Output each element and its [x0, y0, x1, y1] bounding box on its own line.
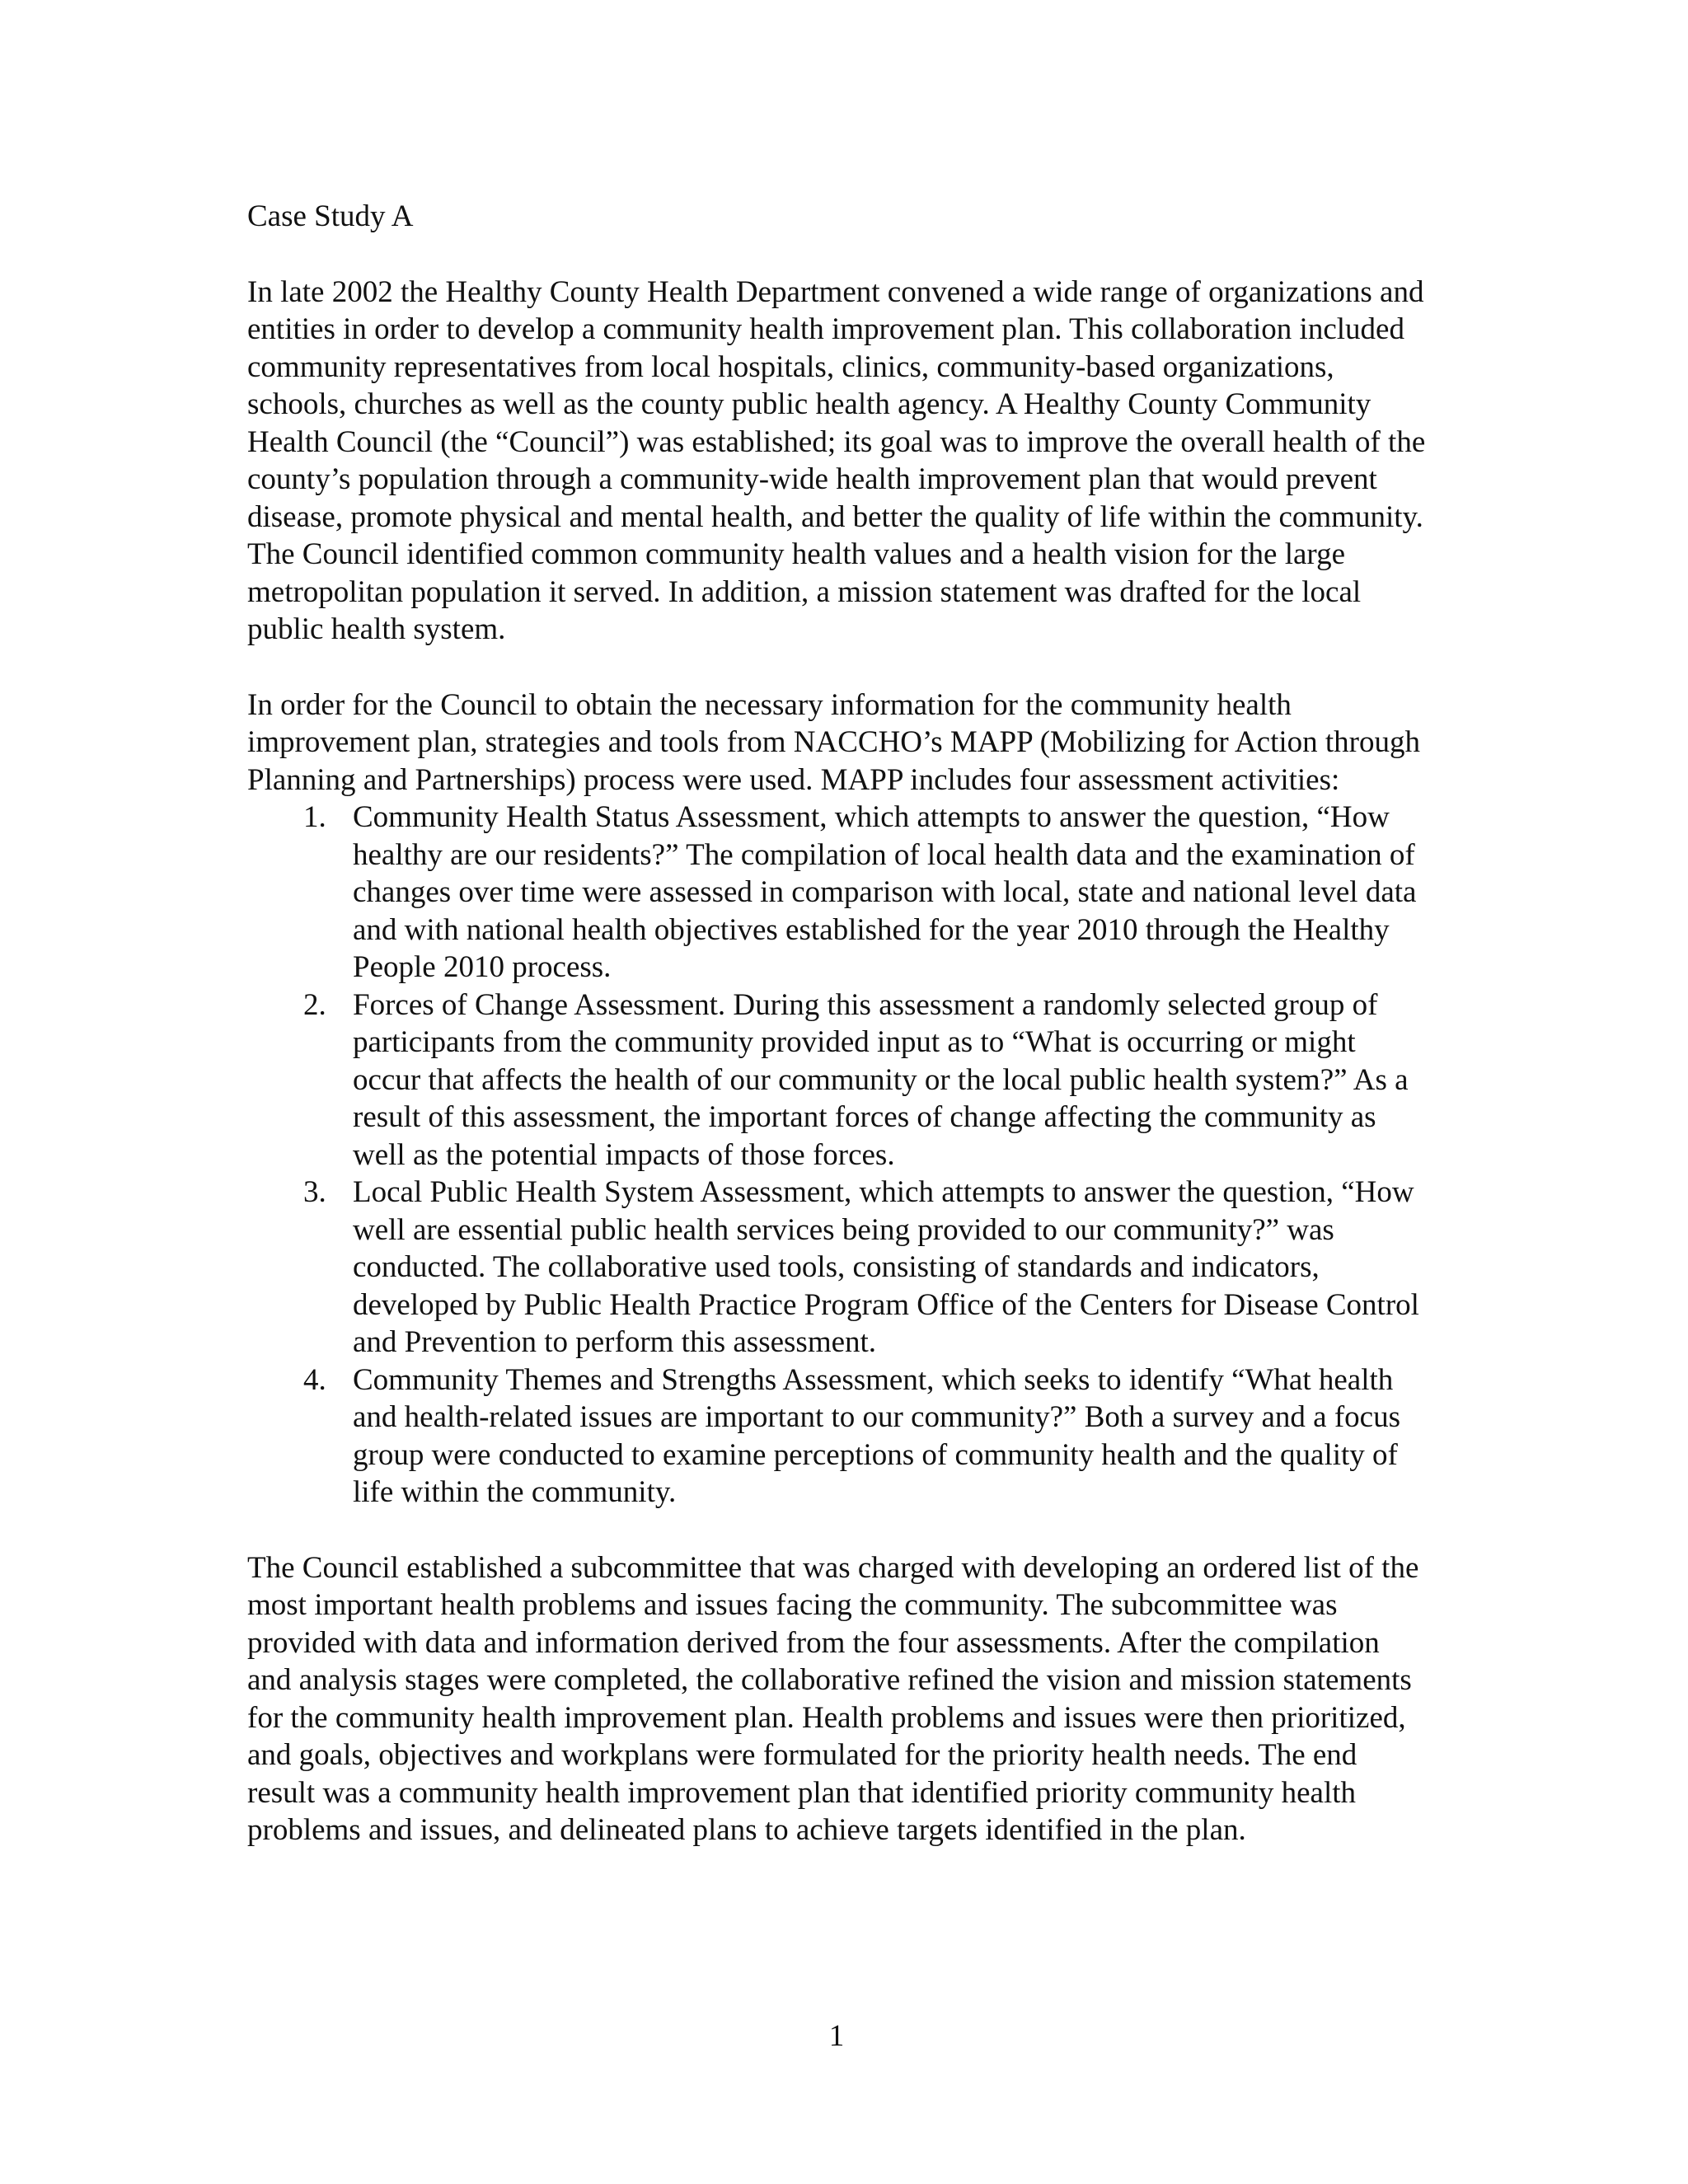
- page-number: 1: [828, 2019, 845, 2053]
- paragraph-subcommittee: The Council established a subcommittee that was charged with developing an ordered list of the most important health problems and issues facing the community. The subcommittee was provided with data and information derived from the four assessments. After the compilation and analysis stages were completed, the collaborative refined the vision and mission statements for the community health improvement plan. Health problems and issues were then prioritized, and goals, objectives and workplans were formulated for the priority health needs. The end result was a community health improvement plan that identified priority community health problems and issues, and delineated plans to achieve targets identified in the plan.: [247, 1550, 1419, 1847]
- paragraph-intro: In late 2002 the Healthy County Health Department convened a wide range of organizations and entities in order to develop a community health improvement plan. This collaboration included community representatives from local hospitals, clinics, community-based organizations, schools, churches as well as the county public health agency. A Healthy County Community Health Council (the “Council”) was established; its goal was to improve the overall health of the county’s population through a community-wide health improvement plan that would prevent disease, promote physical and mental health, and better the quality of life within the community. The Council identified common community health values and a health vision for the large metropolitan population it served. In addition, a mission statement was drafted for the local public health system.: [247, 274, 1426, 646]
- list-item: [247, 1174, 1426, 1361]
- list-item-text: Community Health Status Assessment, which attempts to answer the question, “How healthy are our residents?” The compilation of local health data and the examination of changes over time were assessed in comparison with local, state and national level data and with national health objectives established for the year 2010 through the Healthy People 2010 process.: [353, 800, 1417, 984]
- document-title: Case Study A: [247, 199, 414, 233]
- list-item-text: Community Themes and Strengths Assessment, which seeks to identify “What health and health-related issues are important to our community?” Both a survey and a focus group were conducted to examine perceptions of community health and the quality of life within the community.: [353, 1362, 1400, 1509]
- document-body: [247, 198, 1426, 1887]
- list-item-text: Local Public Health System Assessment, which attempts to answer the question, “How well are essential public health services being provided to our community?” was conducted. The collaborative used tools, consisting of standards and indicators, developed by Public Health Practice Program Office of the Centers for Disease Control and Prevention to perform this assessment.: [353, 1175, 1419, 1359]
- list-item-text: Forces of Change Assessment. During this assessment a randomly selected group of participants from the community provided input as to “What is occurring or might occur that affects the health of our community or the local public health system?” As a result of this assessment, the important forces of change affecting the community as well as the potential impacts of those forces.: [353, 987, 1409, 1172]
- paragraph-mapp: In order for the Council to obtain the necessary information for the community health improvement plan, strategies and tools from NACCHO’s MAPP (Mobilizing for Action through Planning and Partnerships) process were used. MAPP includes four assessment activities:: [247, 687, 1421, 797]
- list-item: [247, 1361, 1426, 1511]
- list-item-number: 1.: [303, 800, 326, 834]
- list-item: [247, 987, 1426, 1174]
- list-item: [247, 799, 1426, 987]
- list-item-number: 4.: [303, 1362, 326, 1397]
- assessment-list: [247, 799, 1426, 1511]
- list-item-number: 2.: [303, 987, 326, 1022]
- list-item-number: 3.: [303, 1175, 326, 1209]
